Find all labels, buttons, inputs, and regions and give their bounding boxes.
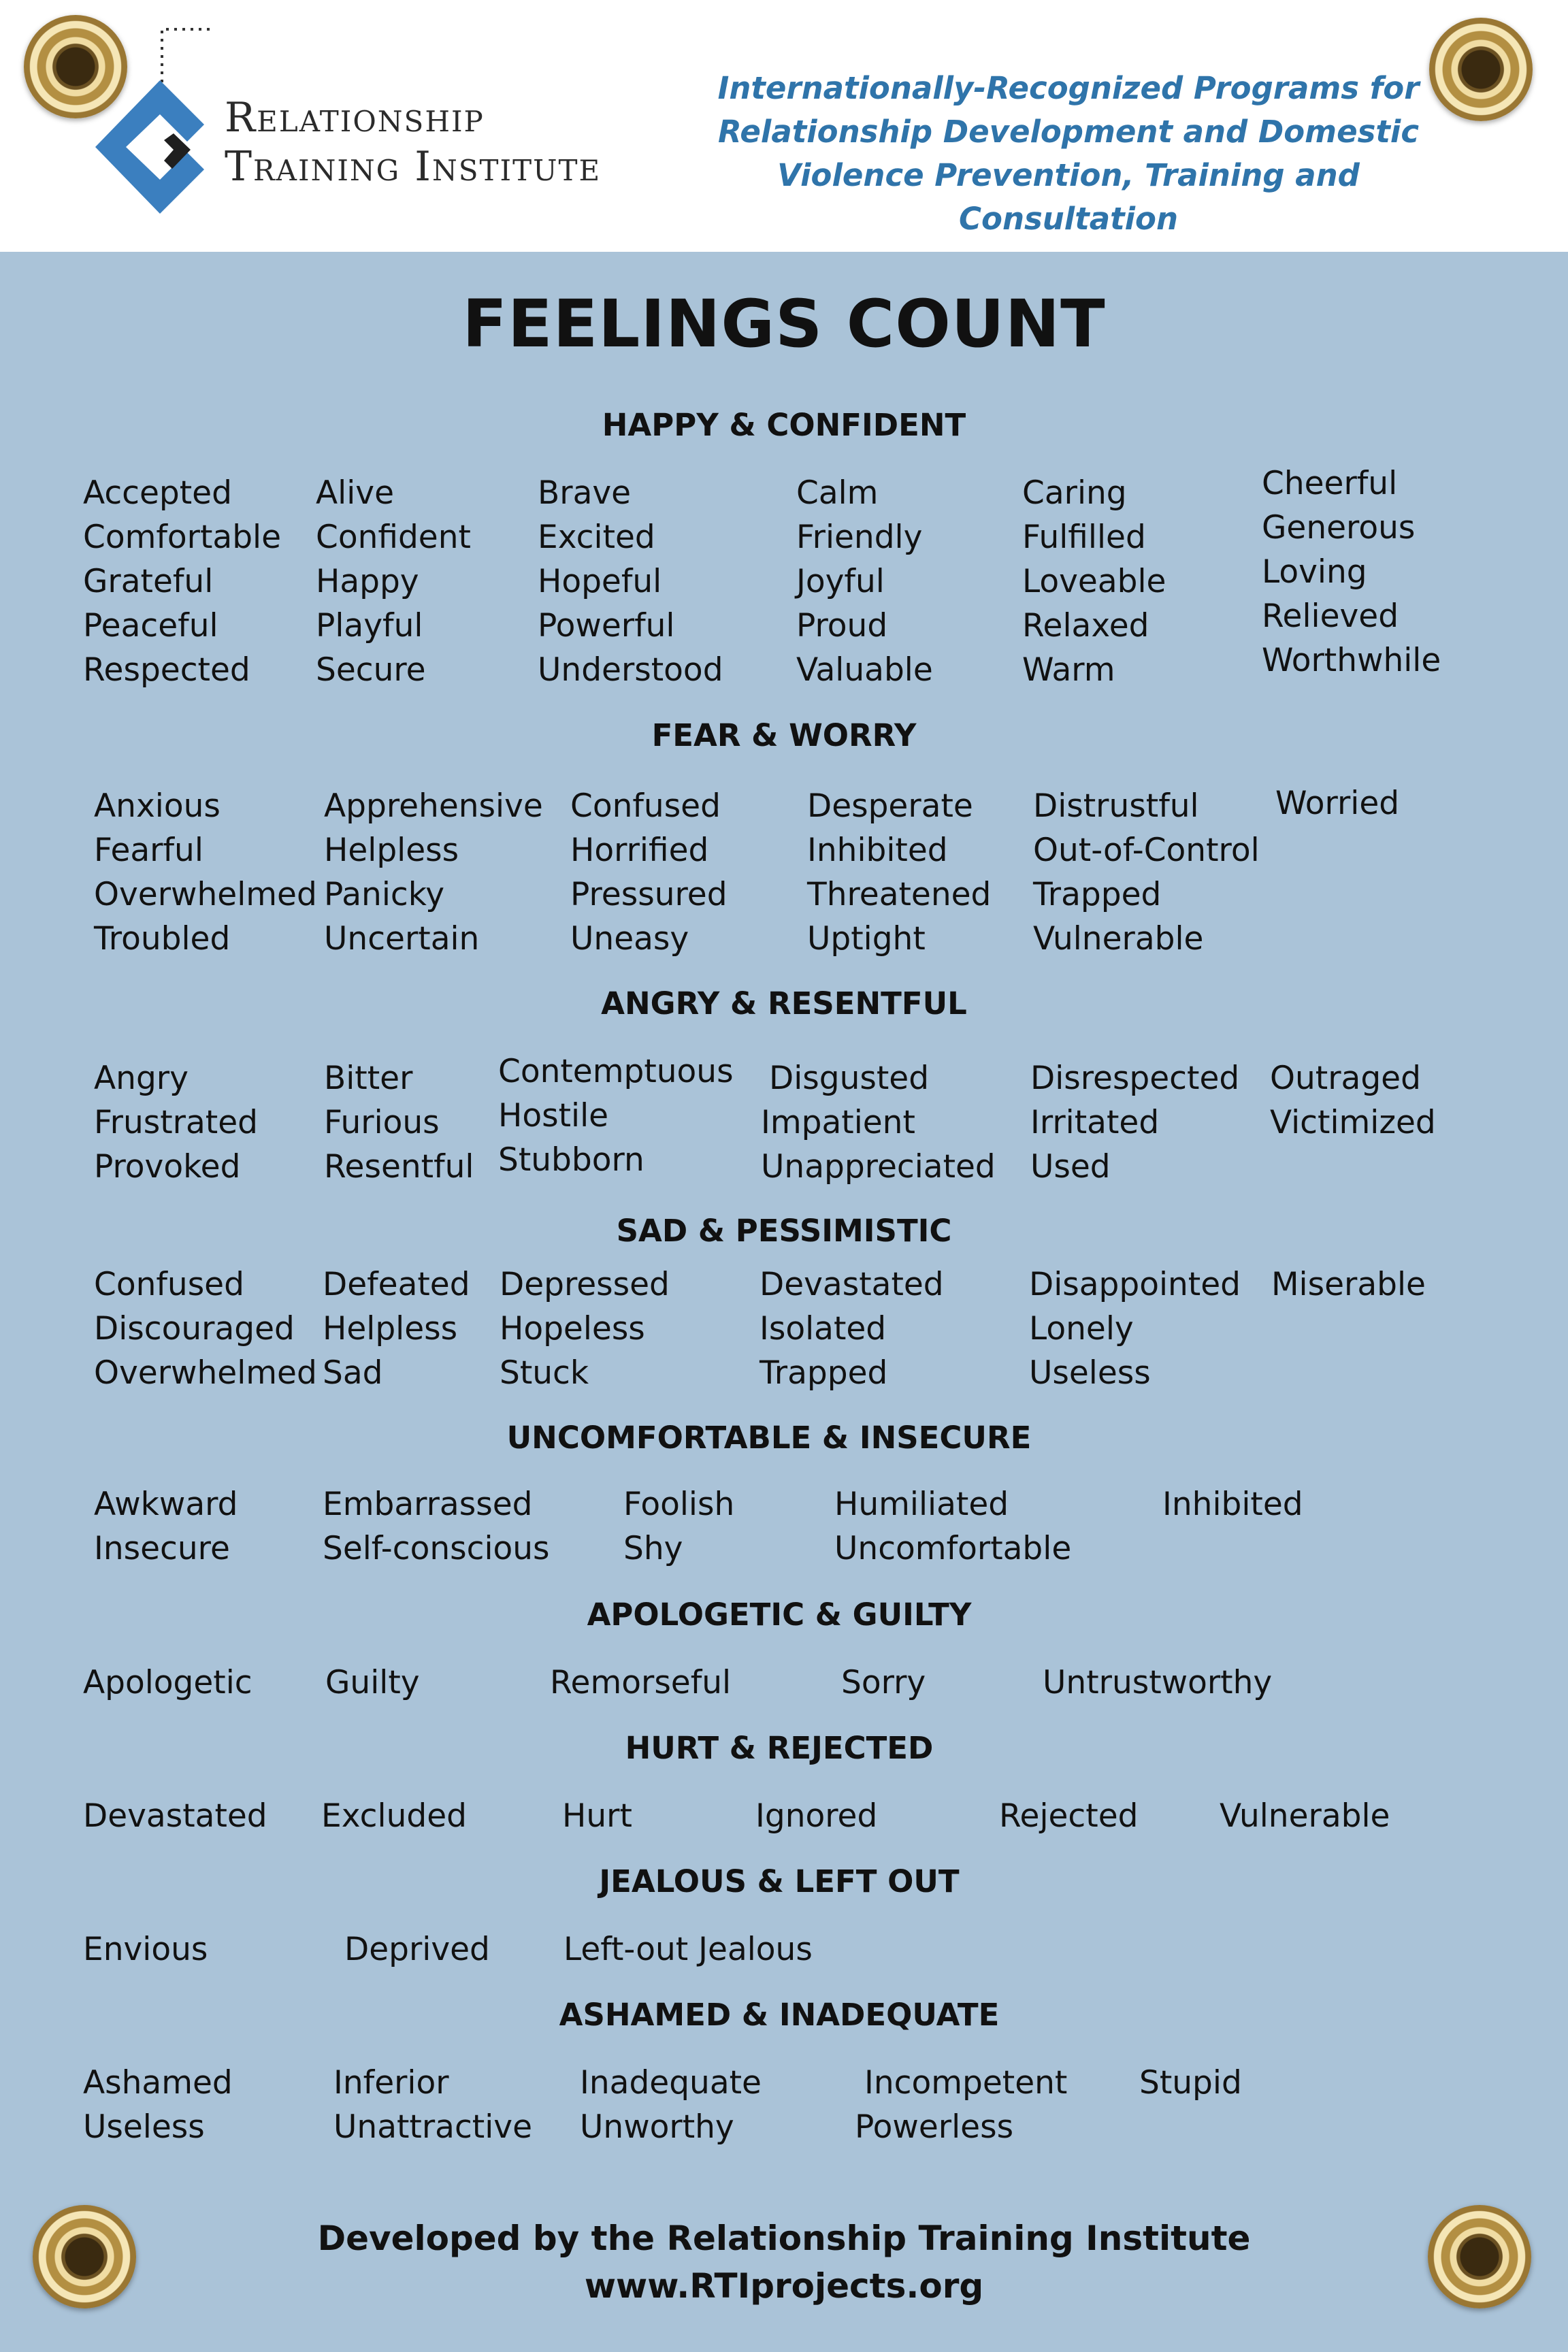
- feeling-word: Defeated: [323, 1266, 470, 1303]
- feeling-word: Unworthy: [580, 2108, 734, 2146]
- feeling-word: Stupid: [1139, 2064, 1242, 2102]
- feeling-word: Isolated: [760, 1310, 887, 1348]
- feeling-word: Troubled: [94, 920, 231, 958]
- feeling-word: Out-of-Control: [1033, 832, 1260, 869]
- feeling-word: Loving: [1262, 553, 1367, 591]
- feeling-word: Uneasy: [570, 920, 689, 958]
- word-column: [1162, 1482, 1303, 1526]
- feeling-word: Proud: [796, 607, 888, 644]
- feeling-word: Trapped: [760, 1354, 888, 1392]
- feeling-word: Left-out Jealous: [564, 1931, 813, 1968]
- feeling-word: Devastated: [83, 1797, 267, 1835]
- feeling-word: Alive: [316, 474, 394, 512]
- feeling-word: Comfortable: [83, 519, 282, 556]
- feeling-word: Playful: [316, 607, 423, 644]
- feeling-word: Fearful: [94, 832, 203, 869]
- section-heading-uncomfortable: UNCOMFORTABLE & INSECURE: [506, 1420, 1032, 1456]
- feeling-word: Excited: [538, 519, 655, 556]
- feeling-word: Threatened: [807, 876, 992, 913]
- feeling-word: Embarrassed: [323, 1486, 533, 1523]
- feeling-word: Depressed: [500, 1266, 670, 1303]
- feeling-word: Secure: [316, 651, 426, 689]
- feeling-word: Useless: [83, 2108, 205, 2146]
- feeling-word: Sad: [323, 1354, 383, 1392]
- feeling-word: Joyful: [796, 563, 885, 600]
- feeling-word: Worthwhile: [1262, 642, 1441, 679]
- feeling-word: Relaxed: [1022, 607, 1149, 644]
- feeling-word: Overwhelmed: [94, 1354, 317, 1392]
- feeling-word: Uncomfortable: [834, 1530, 1072, 1567]
- footer-credit: Developed by the Relationship Training Institute: [317, 2219, 1251, 2258]
- word-column: [1275, 781, 1399, 826]
- feeling-word: Impatient: [761, 1104, 915, 1141]
- word-column: [538, 471, 723, 692]
- word-column: [1262, 461, 1441, 683]
- feeling-word: Horrified: [570, 832, 709, 869]
- feeling-word: Envious: [83, 1931, 208, 1968]
- feeling-word: Vulnerable: [1220, 1797, 1390, 1835]
- logo-text-line1: Relationship: [225, 94, 485, 142]
- feeling-word: Inhibited: [1162, 1486, 1303, 1523]
- feeling-word: Humiliated: [834, 1486, 1009, 1523]
- feeling-word: Foolish: [623, 1486, 735, 1523]
- word-column: [323, 1482, 550, 1571]
- feeling-word: Guilty: [325, 1664, 420, 1701]
- word-column: [855, 2061, 1067, 2149]
- feeling-word: Lonely: [1029, 1310, 1134, 1348]
- feeling-word: Understood: [538, 651, 723, 689]
- feeling-word: Distrustful: [1033, 787, 1199, 825]
- word-column: [94, 1056, 258, 1189]
- word-column: [623, 1482, 734, 1571]
- feeling-word: Rejected: [999, 1797, 1139, 1835]
- word-column: [1022, 471, 1166, 692]
- feeling-word: Ashamed: [83, 2064, 233, 2102]
- word-column: [570, 784, 728, 961]
- feeling-word: Loveable: [1022, 563, 1166, 600]
- page-title: FEELINGS COUNT: [462, 286, 1106, 362]
- word-column: [83, 471, 281, 692]
- feeling-word: Incompetent: [864, 2064, 1068, 2102]
- feeling-word: Disrespected: [1030, 1060, 1240, 1097]
- feeling-word: Calm: [796, 474, 879, 512]
- feeling-word: Powerful: [538, 607, 675, 644]
- feeling-word: Powerless: [855, 2108, 1014, 2146]
- feeling-word: Worried: [1275, 785, 1400, 822]
- feeling-word: Relieved: [1262, 598, 1399, 635]
- word-column: [324, 1056, 474, 1189]
- feeling-word: Apologetic: [83, 1664, 252, 1701]
- feeling-word: Hurt: [562, 1797, 632, 1835]
- feeling-word: Stuck: [500, 1354, 589, 1392]
- feeling-word: Bitter: [324, 1060, 413, 1097]
- word-column: [580, 2061, 762, 2149]
- feeling-word: Insecure: [94, 1530, 230, 1567]
- word-column: [834, 1482, 1071, 1571]
- word-column: [761, 1056, 996, 1189]
- grommet-top-left-icon: [24, 15, 127, 118]
- feeling-word: Hopeless: [500, 1310, 645, 1348]
- feeling-word: Discouraged: [94, 1310, 295, 1348]
- word-column: [807, 784, 991, 961]
- feeling-word: Irritated: [1030, 1104, 1160, 1141]
- feeling-word: Grateful: [83, 563, 214, 600]
- feeling-word: Self-conscious: [323, 1530, 550, 1567]
- section-heading-jealous: JEALOUS & LEFT OUT: [599, 1863, 960, 1899]
- word-column: [498, 1049, 734, 1182]
- feeling-word: Caring: [1022, 474, 1127, 512]
- feeling-word: Happy: [316, 563, 419, 600]
- feeling-word: Hostile: [498, 1097, 609, 1134]
- word-column: [1270, 1056, 1436, 1145]
- grommet-top-right-icon: [1429, 18, 1533, 121]
- word-column: [94, 1482, 238, 1571]
- feeling-word: Hopeful: [538, 563, 662, 600]
- footer-website-link[interactable]: www.RTIprojects.org: [584, 2266, 984, 2306]
- word-column: [1139, 2061, 1242, 2105]
- feeling-word: Confused: [94, 1266, 244, 1303]
- word-column: [83, 2061, 233, 2149]
- section-heading-fear: FEAR & WORRY: [651, 717, 917, 753]
- feeling-word: Untrustworthy: [1043, 1664, 1273, 1701]
- word-column: [1029, 1262, 1241, 1395]
- feeling-word: Unattractive: [333, 2108, 533, 2146]
- feeling-word: Outraged: [1270, 1060, 1421, 1097]
- feeling-word: Confident: [316, 519, 471, 556]
- section-heading-ashamed: ASHAMED & INADEQUATE: [559, 1997, 1000, 2033]
- feeling-word: Contemptuous: [498, 1053, 734, 1090]
- feeling-word: Brave: [538, 474, 632, 512]
- section-heading-hurt: HURT & REJECTED: [625, 1730, 934, 1766]
- feeling-word: Devastated: [760, 1266, 944, 1303]
- feeling-word: Disgusted: [769, 1060, 930, 1097]
- feeling-word: Desperate: [807, 787, 973, 825]
- word-column: [316, 471, 471, 692]
- feeling-word: Remorseful: [550, 1664, 732, 1701]
- section-heading-angry: ANGRY & RESENTFUL: [601, 985, 967, 1022]
- feeling-word: Valuable: [796, 651, 933, 689]
- feeling-word: Generous: [1262, 509, 1416, 546]
- word-column: [796, 471, 933, 692]
- word-column: [500, 1262, 670, 1395]
- feeling-word: Used: [1030, 1148, 1111, 1186]
- word-column: [760, 1262, 944, 1395]
- feeling-word: Ignored: [755, 1797, 878, 1835]
- feeling-word: Disappointed: [1029, 1266, 1241, 1303]
- feeling-word: Miserable: [1271, 1266, 1426, 1303]
- feeling-word: Frustrated: [94, 1104, 258, 1141]
- feeling-word: Shy: [623, 1530, 683, 1567]
- feeling-word: Inadequate: [580, 2064, 762, 2102]
- feeling-word: Overwhelmed: [94, 876, 317, 913]
- word-column: [1033, 784, 1260, 961]
- tagline: Internationally-Recognized Programs for Relationship Development and Domestic Violence Prevention, Training and Consultation: [717, 70, 1420, 237]
- feeling-word: Peaceful: [83, 607, 218, 644]
- feeling-word: Victimized: [1270, 1104, 1436, 1141]
- feeling-word: Inhibited: [807, 832, 948, 869]
- word-column: [333, 2061, 532, 2149]
- word-column: [1271, 1262, 1426, 1307]
- feeling-word: Pressured: [570, 876, 728, 913]
- feeling-word: Excluded: [321, 1797, 467, 1835]
- section-heading-apologetic: APOLOGETIC & GUILTY: [587, 1597, 972, 1633]
- header-banner: [0, 0, 1568, 252]
- feeling-word: Deprived: [344, 1931, 490, 1968]
- word-column: [94, 1262, 317, 1395]
- feeling-word: Panicky: [324, 876, 445, 913]
- feeling-word: Inferior: [333, 2064, 449, 2102]
- feeling-word: Helpless: [323, 1310, 458, 1348]
- feeling-word: Apprehensive: [324, 787, 543, 825]
- word-column: [1030, 1056, 1239, 1189]
- section-heading-sad: SAD & PESSIMISTIC: [616, 1213, 952, 1249]
- feeling-word: Trapped: [1033, 876, 1162, 913]
- feeling-word: Angry: [94, 1060, 189, 1097]
- feeling-word: Furious: [324, 1104, 440, 1141]
- feeling-word: Friendly: [796, 519, 923, 556]
- feeling-word: Provoked: [94, 1148, 241, 1186]
- feeling-word: Warm: [1022, 651, 1115, 689]
- word-column: [323, 1262, 470, 1395]
- feeling-word: Uptight: [807, 920, 926, 958]
- feeling-word: Resentful: [324, 1148, 474, 1186]
- logo-text-line2: Training Institute: [225, 143, 602, 191]
- feeling-word: Confused: [570, 787, 721, 825]
- section-heading-happy: HAPPY & CONFIDENT: [602, 407, 966, 443]
- word-column: [324, 784, 543, 961]
- feeling-word: Cheerful: [1262, 465, 1398, 502]
- feeling-word: Sorry: [841, 1664, 926, 1701]
- feeling-word: Accepted: [83, 474, 232, 512]
- feeling-word: Unappreciated: [761, 1148, 996, 1186]
- word-column: [94, 784, 317, 961]
- feeling-word: Respected: [83, 651, 250, 689]
- feeling-word: Vulnerable: [1033, 920, 1204, 958]
- feeling-word: Uncertain: [324, 920, 480, 958]
- feeling-word: Helpless: [324, 832, 459, 869]
- feeling-word: Stubborn: [498, 1141, 644, 1179]
- feeling-word: Fulfilled: [1022, 519, 1146, 556]
- feeling-word: Anxious: [94, 787, 220, 825]
- feeling-word: Useless: [1029, 1354, 1151, 1392]
- feeling-word: Awkward: [94, 1486, 238, 1523]
